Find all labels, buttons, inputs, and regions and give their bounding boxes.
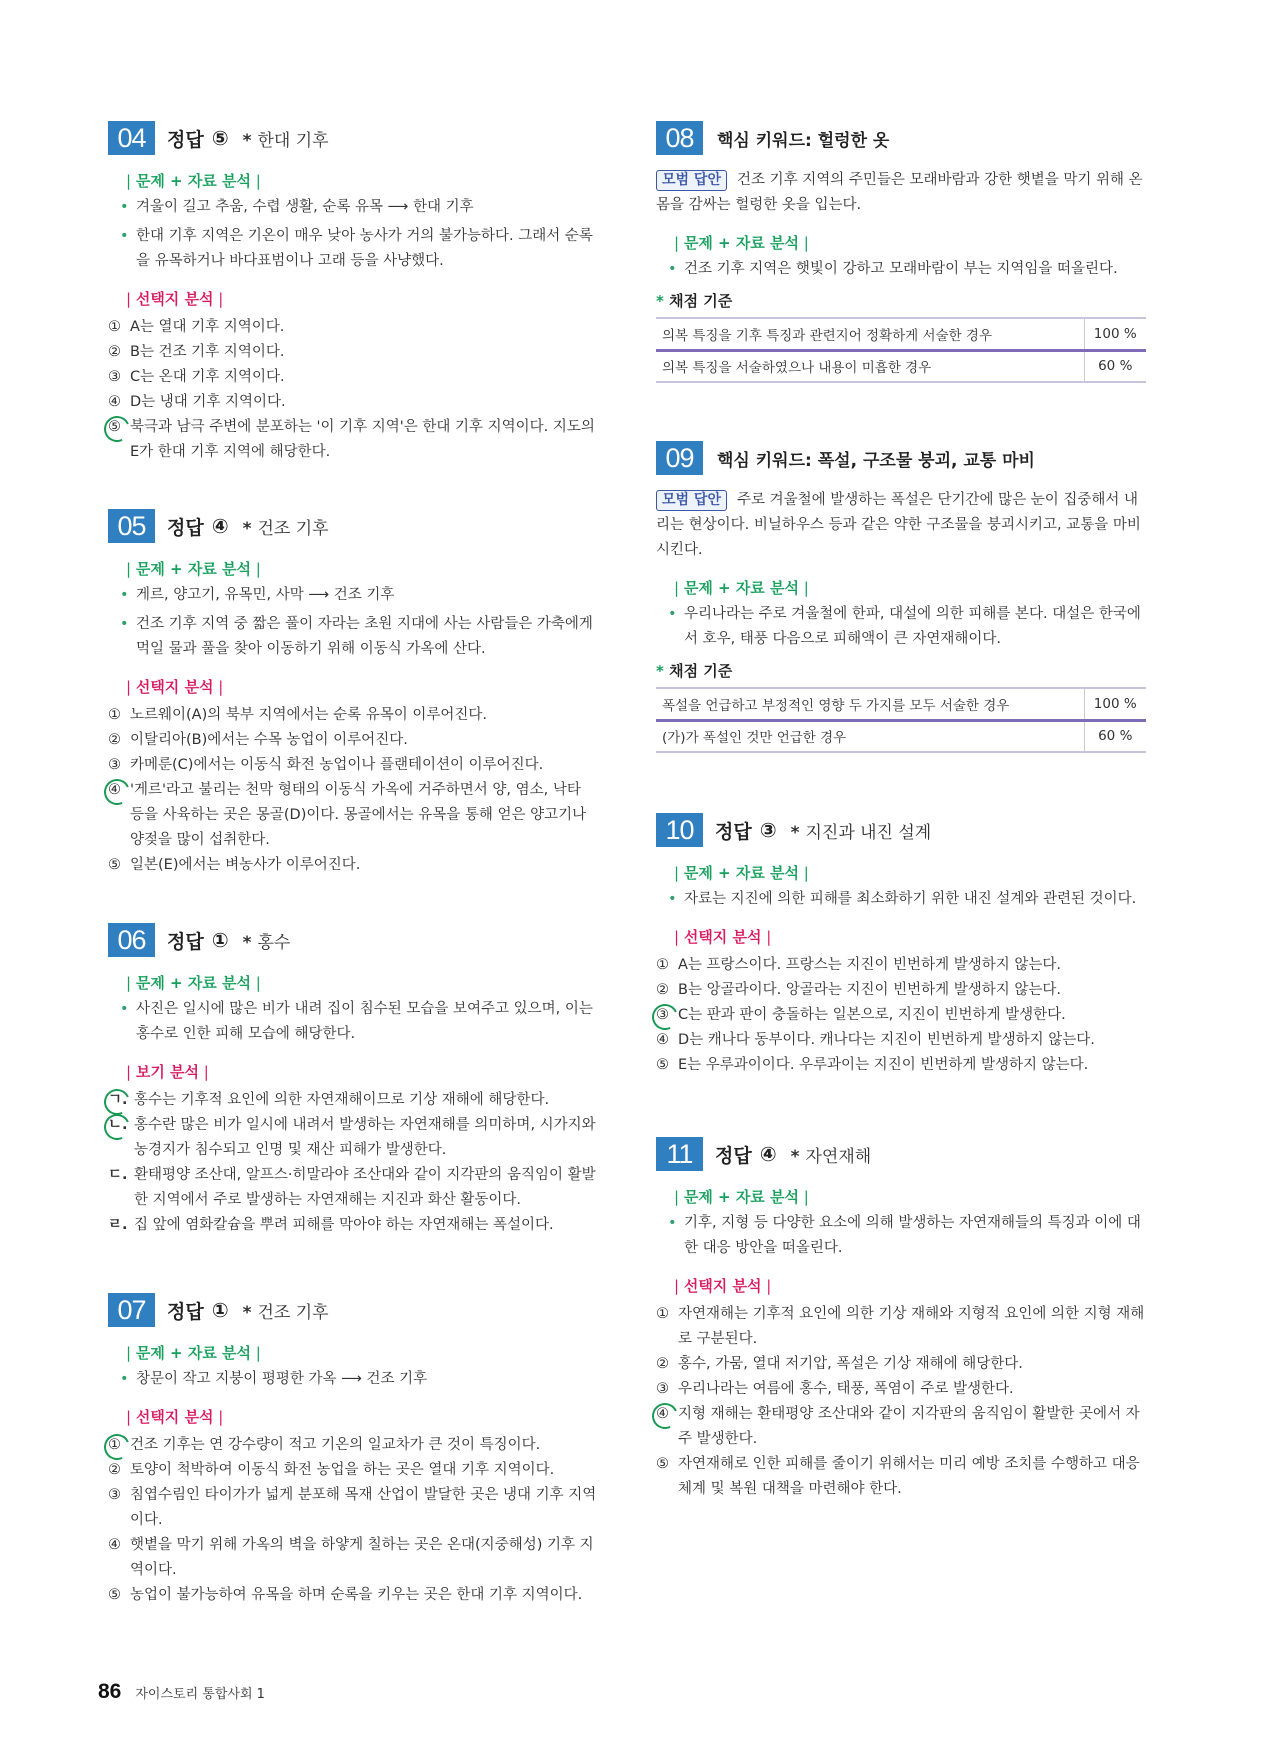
question-number: 04 xyxy=(108,121,155,155)
choice-item xyxy=(656,1352,1146,1377)
criteria-percent: 60 % xyxy=(1084,720,1146,752)
answer-value: ③ xyxy=(759,818,777,842)
choice-text: 카메룬(C)에서는 이동식 화전 농업이나 플랜테이션이 이루어진다. xyxy=(130,757,544,773)
choice-item-correct xyxy=(108,1433,598,1458)
question-number: 08 xyxy=(656,121,703,155)
question-number: 07 xyxy=(108,1293,155,1327)
choice-text: 이탈리아(B)에서는 수목 농업이 이루어진다. xyxy=(130,732,408,748)
choice-list xyxy=(108,703,598,878)
choice-marker-circled: ④ xyxy=(656,1402,678,1452)
choice-item xyxy=(108,753,598,778)
choice-text: A는 열대 기후 지역이다. xyxy=(130,319,285,335)
page-footer xyxy=(98,1680,265,1704)
choice-marker: ① xyxy=(656,1306,669,1322)
choice-item xyxy=(108,853,598,878)
choice-analysis-heading: | 선택지 분석 | xyxy=(674,1275,1146,1296)
example-item xyxy=(108,1213,598,1238)
choice-text: 홍수, 가뭄, 열대 저기압, 폭설은 기상 재해에 해당한다. xyxy=(678,1356,1023,1372)
model-answer xyxy=(656,168,1146,218)
analysis-bullet: • 우리나라는 주로 겨울철에 한파, 대설에 의한 피해를 본다. 대설은 한국에서 호우, 태풍 다음으로 피해액이 큰 자연재해이다. xyxy=(656,602,1146,652)
question-number: 10 xyxy=(656,813,703,847)
choice-marker: ② xyxy=(108,1462,121,1478)
choice-item xyxy=(656,1053,1146,1078)
keyword-label xyxy=(717,446,1035,471)
choice-marker: ① xyxy=(108,707,121,723)
criteria-percent: 100 % xyxy=(1084,318,1146,350)
example-marker-circled: ㄱ. xyxy=(108,1088,134,1113)
answer-header xyxy=(656,1136,1146,1172)
criteria-row xyxy=(656,688,1146,720)
criteria-table xyxy=(656,317,1146,383)
criteria-heading: * 채점 기준 xyxy=(656,660,1146,681)
choice-item xyxy=(108,1583,598,1608)
analysis-bullet: • 자료는 지진에 의한 피해를 최소화하기 위한 내진 설계와 관련된 것이다. xyxy=(656,887,1146,912)
keyword-label xyxy=(717,126,889,151)
question-number: 06 xyxy=(108,923,155,957)
question-number: 05 xyxy=(108,509,155,543)
answer-value: ④ xyxy=(211,514,229,538)
choice-text: 북극과 남극 주변에 분포하는 '이 기후 지역'은 한대 기후 지역이다. 지도의 E가 한대 기후 지역에 해당한다. xyxy=(130,419,595,460)
problem-analysis-heading: | 문제 + 자료 분석 | xyxy=(126,972,598,993)
answer-block-10 xyxy=(656,812,1146,1078)
answer-value: ④ xyxy=(759,1142,777,1166)
answer-block-05 xyxy=(108,508,598,878)
problem-analysis-heading: | 문제 + 자료 분석 | xyxy=(126,558,598,579)
choice-analysis-heading: | 선택지 분석 | xyxy=(126,288,598,309)
choice-item xyxy=(108,703,598,728)
keyword-header xyxy=(656,440,1146,476)
choice-marker-circled: ③ xyxy=(656,1003,678,1028)
choice-text: 일본(E)에서는 벼농사가 이루어진다. xyxy=(130,857,361,873)
choice-item-correct xyxy=(656,1003,1146,1028)
criteria-row xyxy=(656,318,1146,350)
answer-header xyxy=(108,1292,598,1328)
example-item-correct xyxy=(108,1113,598,1163)
answer-header xyxy=(108,120,598,156)
choice-text: 햇볕을 막기 위해 가옥의 벽을 하얗게 칠하는 곳은 온대(지중해성) 기후 지역이다. xyxy=(130,1537,594,1578)
question-number: 11 xyxy=(656,1137,703,1171)
answer-label: 정답 xyxy=(715,1144,752,1167)
choice-item xyxy=(656,953,1146,978)
choice-list xyxy=(656,1302,1146,1502)
topic: * 자연재해 xyxy=(791,1142,872,1167)
choice-analysis-heading: | 선택지 분석 | xyxy=(126,1406,598,1427)
criteria-row xyxy=(656,350,1146,382)
choice-text: B는 건조 기후 지역이다. xyxy=(130,344,285,360)
choice-item-correct xyxy=(108,415,598,465)
analysis-bullet: • 기후, 지형 등 다양한 요소에 의해 발생하는 자연재해들의 특징과 이에 대한 대응 방안을 떠올린다. xyxy=(656,1211,1146,1261)
answer-block-06 xyxy=(108,922,598,1238)
choice-marker: ① xyxy=(656,957,669,973)
choice-item xyxy=(656,1028,1146,1053)
criteria-desc: 의복 특징을 서술하였으나 내용이 미흡한 경우 xyxy=(656,350,1084,382)
problem-analysis-heading: | 문제 + 자료 분석 | xyxy=(674,1186,1146,1207)
model-answer-text: 건조 기후 지역의 주민들은 모래바람과 강한 햇볕을 막기 위해 온몸을 감싸는 헐렁한 옷을 입는다. xyxy=(656,172,1143,213)
problem-analysis-heading: | 문제 + 자료 분석 | xyxy=(126,170,598,191)
choice-item xyxy=(108,1533,598,1583)
answer-label: 정답 xyxy=(167,128,204,151)
question-number: 09 xyxy=(656,441,703,475)
example-text: 환태평양 조산대, 알프스·히말라야 조산대와 같이 지각판의 움직임이 활발한 지역에서 주로 발생하는 자연재해는 지진과 화산 활동이다. xyxy=(134,1167,596,1208)
book-title: 자이스토리 통합사회 1 xyxy=(135,1687,265,1702)
answer-header xyxy=(656,812,1146,848)
choice-text: 우리나라는 여름에 홍수, 태풍, 폭염이 주로 발생한다. xyxy=(678,1381,1014,1397)
example-text: 집 앞에 염화칼슘을 뿌려 피해를 막아야 하는 자연재해는 폭설이다. xyxy=(134,1217,554,1233)
choice-list xyxy=(108,1433,598,1608)
answer-block-07 xyxy=(108,1292,598,1608)
choice-text: 농업이 불가능하여 유목을 하며 순록을 키우는 곳은 한대 기후 지역이다. xyxy=(130,1587,583,1603)
choice-marker-circled: ④ xyxy=(108,778,130,853)
model-answer-badge: 모범 답안 xyxy=(656,170,727,191)
choice-item xyxy=(108,315,598,340)
choice-marker: ④ xyxy=(108,394,121,410)
choice-item-correct xyxy=(108,778,598,853)
analysis-bullet: • 겨울이 길고 추움, 수렵 생활, 순록 유목 ⟶ 한대 기후 xyxy=(108,195,598,220)
choice-text: E는 우루과이이다. 우루과이는 지진이 빈번하게 발생하지 않는다. xyxy=(678,1057,1089,1073)
answer-block-11 xyxy=(656,1136,1146,1502)
criteria-row xyxy=(656,720,1146,752)
example-list xyxy=(108,1088,598,1238)
choice-marker: ④ xyxy=(656,1032,669,1048)
choice-analysis-heading: | 선택지 분석 | xyxy=(674,926,1146,947)
choice-analysis-heading: | 선택지 분석 | xyxy=(126,676,598,697)
choice-marker: ③ xyxy=(656,1381,669,1397)
choice-text: '게르'라고 불리는 천막 형태의 이동식 가옥에 거주하면서 양, 염소, 낙타 등을 사육하는 곳은 몽골(D)이다. 몽골에서는 유목을 통해 얻은 양고기나 양젖을 많이 섭취한다. xyxy=(130,782,587,848)
answer-label: 정답 xyxy=(167,1300,204,1323)
topic: * 한대 기후 xyxy=(243,126,329,151)
example-item xyxy=(108,1163,598,1213)
choice-item xyxy=(656,1377,1146,1402)
problem-analysis-heading: | 문제 + 자료 분석 | xyxy=(126,1342,598,1363)
keyword-prefix: 핵심 키워드: xyxy=(717,130,812,151)
choice-marker-circled: ① xyxy=(108,1433,130,1458)
choice-text: 자연재해는 기후적 요인에 의한 기상 재해와 지형적 요인에 의한 지형 재해로 구분된다. xyxy=(678,1306,1145,1347)
criteria-percent: 100 % xyxy=(1084,688,1146,720)
problem-analysis-heading: | 문제 + 자료 분석 | xyxy=(674,862,1146,883)
example-marker: ㄷ. xyxy=(108,1167,128,1183)
example-marker: ㄹ. xyxy=(108,1217,128,1233)
choice-item xyxy=(108,365,598,390)
choice-list xyxy=(656,953,1146,1078)
criteria-desc: (가)가 폭설인 것만 언급한 경우 xyxy=(656,720,1084,752)
answer-block-04 xyxy=(108,120,598,465)
answer-block-09 xyxy=(656,440,1146,753)
criteria-table xyxy=(656,687,1146,753)
choice-text: D는 냉대 기후 지역이다. xyxy=(130,394,286,410)
choice-text: A는 프랑스이다. 프랑스는 지진이 빈번하게 발생하지 않는다. xyxy=(678,957,1061,973)
analysis-bullet: • 건조 기후 지역 중 짧은 풀이 자라는 초원 지대에 사는 사람들은 가축에게 먹일 물과 풀을 찾아 이동하기 위해 이동식 가옥에 산다. xyxy=(108,612,598,662)
topic: * 지진과 내진 설계 xyxy=(791,818,932,843)
answer-header xyxy=(108,922,598,958)
problem-analysis-heading: | 문제 + 자료 분석 | xyxy=(674,577,1146,598)
choice-text: 노르웨이(A)의 북부 지역에서는 순록 유목이 이루어진다. xyxy=(130,707,488,723)
keyword-header xyxy=(656,120,1146,156)
choice-marker-circled: ⑤ xyxy=(108,415,130,465)
problem-analysis-heading: | 문제 + 자료 분석 | xyxy=(674,232,1146,253)
keyword-value: 폭설, 구조물 붕괴, 교통 마비 xyxy=(817,450,1035,471)
criteria-desc: 폭설을 언급하고 부정적인 영향 두 가지를 모두 서술한 경우 xyxy=(656,688,1084,720)
analysis-bullet: • 사진은 일시에 많은 비가 내려 집이 침수된 모습을 보여주고 있으며, 이는 홍수로 인한 피해 모습에 해당한다. xyxy=(108,997,598,1047)
model-answer xyxy=(656,488,1146,563)
answer-value: ⑤ xyxy=(211,126,229,150)
choice-marker: ③ xyxy=(108,1487,121,1503)
choice-marker: ⑤ xyxy=(656,1456,669,1472)
choice-text: 지형 재해는 환태평양 조산대와 같이 지각판의 움직임이 활발한 곳에서 자주 발생한다. xyxy=(678,1406,1140,1447)
page-number: 86 xyxy=(98,1680,122,1703)
choice-text: 자연재해로 인한 피해를 줄이기 위해서는 미리 예방 조치를 수행하고 대응 체계 및 복원 대책을 마련해야 한다. xyxy=(678,1456,1140,1497)
criteria-desc: 의복 특징을 기후 특징과 관련지어 정확하게 서술한 경우 xyxy=(656,318,1084,350)
example-marker-circled: ㄴ. xyxy=(108,1113,134,1163)
answer-block-08 xyxy=(656,120,1146,383)
answer-label: 정답 xyxy=(167,930,204,953)
criteria-heading: * 채점 기준 xyxy=(656,290,1146,311)
answer-value: ① xyxy=(211,928,229,952)
choice-text: D는 캐나다 동부이다. 캐나다는 지진이 빈번하게 발생하지 않는다. xyxy=(678,1032,1095,1048)
answer-label: 정답 xyxy=(167,516,204,539)
answer-value: ① xyxy=(211,1298,229,1322)
choice-text: B는 앙골라이다. 앙골라는 지진이 빈번하게 발생하지 않는다. xyxy=(678,982,1061,998)
topic: * 건조 기후 xyxy=(243,514,329,539)
choice-item xyxy=(656,1302,1146,1352)
topic: * 홍수 xyxy=(243,928,291,953)
choice-marker: ① xyxy=(108,319,121,335)
choice-marker: ② xyxy=(108,344,121,360)
example-text: 홍수란 많은 비가 일시에 내려서 발생하는 자연재해를 의미하며, 시가지와 농경지가 침수되고 인명 및 재산 피해가 발생한다. xyxy=(134,1117,596,1158)
example-analysis-heading: | 보기 분석 | xyxy=(126,1061,598,1082)
choice-text: C는 판과 판이 충돌하는 일본으로, 지진이 빈번하게 발생한다. xyxy=(678,1007,1066,1023)
example-text: 홍수는 기후적 요인에 의한 자연재해이므로 기상 재해에 해당한다. xyxy=(134,1092,550,1108)
answer-label: 정답 xyxy=(715,820,752,843)
keyword-prefix: 핵심 키워드: xyxy=(717,450,812,471)
choice-item xyxy=(108,390,598,415)
choice-item xyxy=(656,1452,1146,1502)
choice-text: 토양이 척박하여 이동식 화전 농업을 하는 곳은 열대 기후 지역이다. xyxy=(130,1462,555,1478)
choice-text: 침엽수림인 타이가가 넓게 분포해 목재 산업이 발달한 곳은 냉대 기후 지역이다. xyxy=(130,1487,597,1528)
choice-list xyxy=(108,315,598,465)
model-answer-badge: 모범 답안 xyxy=(656,490,727,511)
choice-item-correct xyxy=(656,1402,1146,1452)
choice-item xyxy=(108,340,598,365)
choice-marker: ⑤ xyxy=(108,1587,121,1603)
choice-marker: ⑤ xyxy=(108,857,121,873)
choice-marker: ④ xyxy=(108,1537,121,1553)
answer-header xyxy=(108,508,598,544)
choice-item xyxy=(108,1458,598,1483)
model-answer-text: 주로 겨울철에 발생하는 폭설은 단기간에 많은 눈이 집중해서 내리는 현상이다. 비닐하우스 등과 같은 약한 구조물을 붕괴시키고, 교통을 마비시킨다. xyxy=(656,492,1141,558)
choice-marker: ③ xyxy=(108,757,121,773)
topic: * 건조 기후 xyxy=(243,1298,329,1323)
analysis-bullet: • 한대 기후 지역은 기온이 매우 낮아 농사가 거의 불가능하다. 그래서 순록을 유목하거나 바다표범이나 고래 등을 사냥했다. xyxy=(108,224,598,274)
analysis-bullet: • 창문이 작고 지붕이 평평한 가옥 ⟶ 건조 기후 xyxy=(108,1367,598,1392)
choice-marker: ③ xyxy=(108,369,121,385)
choice-item xyxy=(108,728,598,753)
analysis-bullet: • 게르, 양고기, 유목민, 사막 ⟶ 건조 기후 xyxy=(108,583,598,608)
choice-text: 건조 기후는 연 강수량이 적고 기온의 일교차가 큰 것이 특징이다. xyxy=(130,1437,541,1453)
choice-marker: ⑤ xyxy=(656,1057,669,1073)
criteria-percent: 60 % xyxy=(1084,350,1146,382)
keyword-value: 헐렁한 옷 xyxy=(817,130,890,151)
analysis-bullet: • 건조 기후 지역은 햇빛이 강하고 모래바람이 부는 지역임을 떠올린다. xyxy=(656,257,1146,282)
choice-marker: ② xyxy=(656,1356,669,1372)
example-item-correct xyxy=(108,1088,598,1113)
choice-marker: ② xyxy=(656,982,669,998)
choice-text: C는 온대 기후 지역이다. xyxy=(130,369,285,385)
choice-marker: ② xyxy=(108,732,121,748)
choice-item xyxy=(656,978,1146,1003)
choice-item xyxy=(108,1483,598,1533)
